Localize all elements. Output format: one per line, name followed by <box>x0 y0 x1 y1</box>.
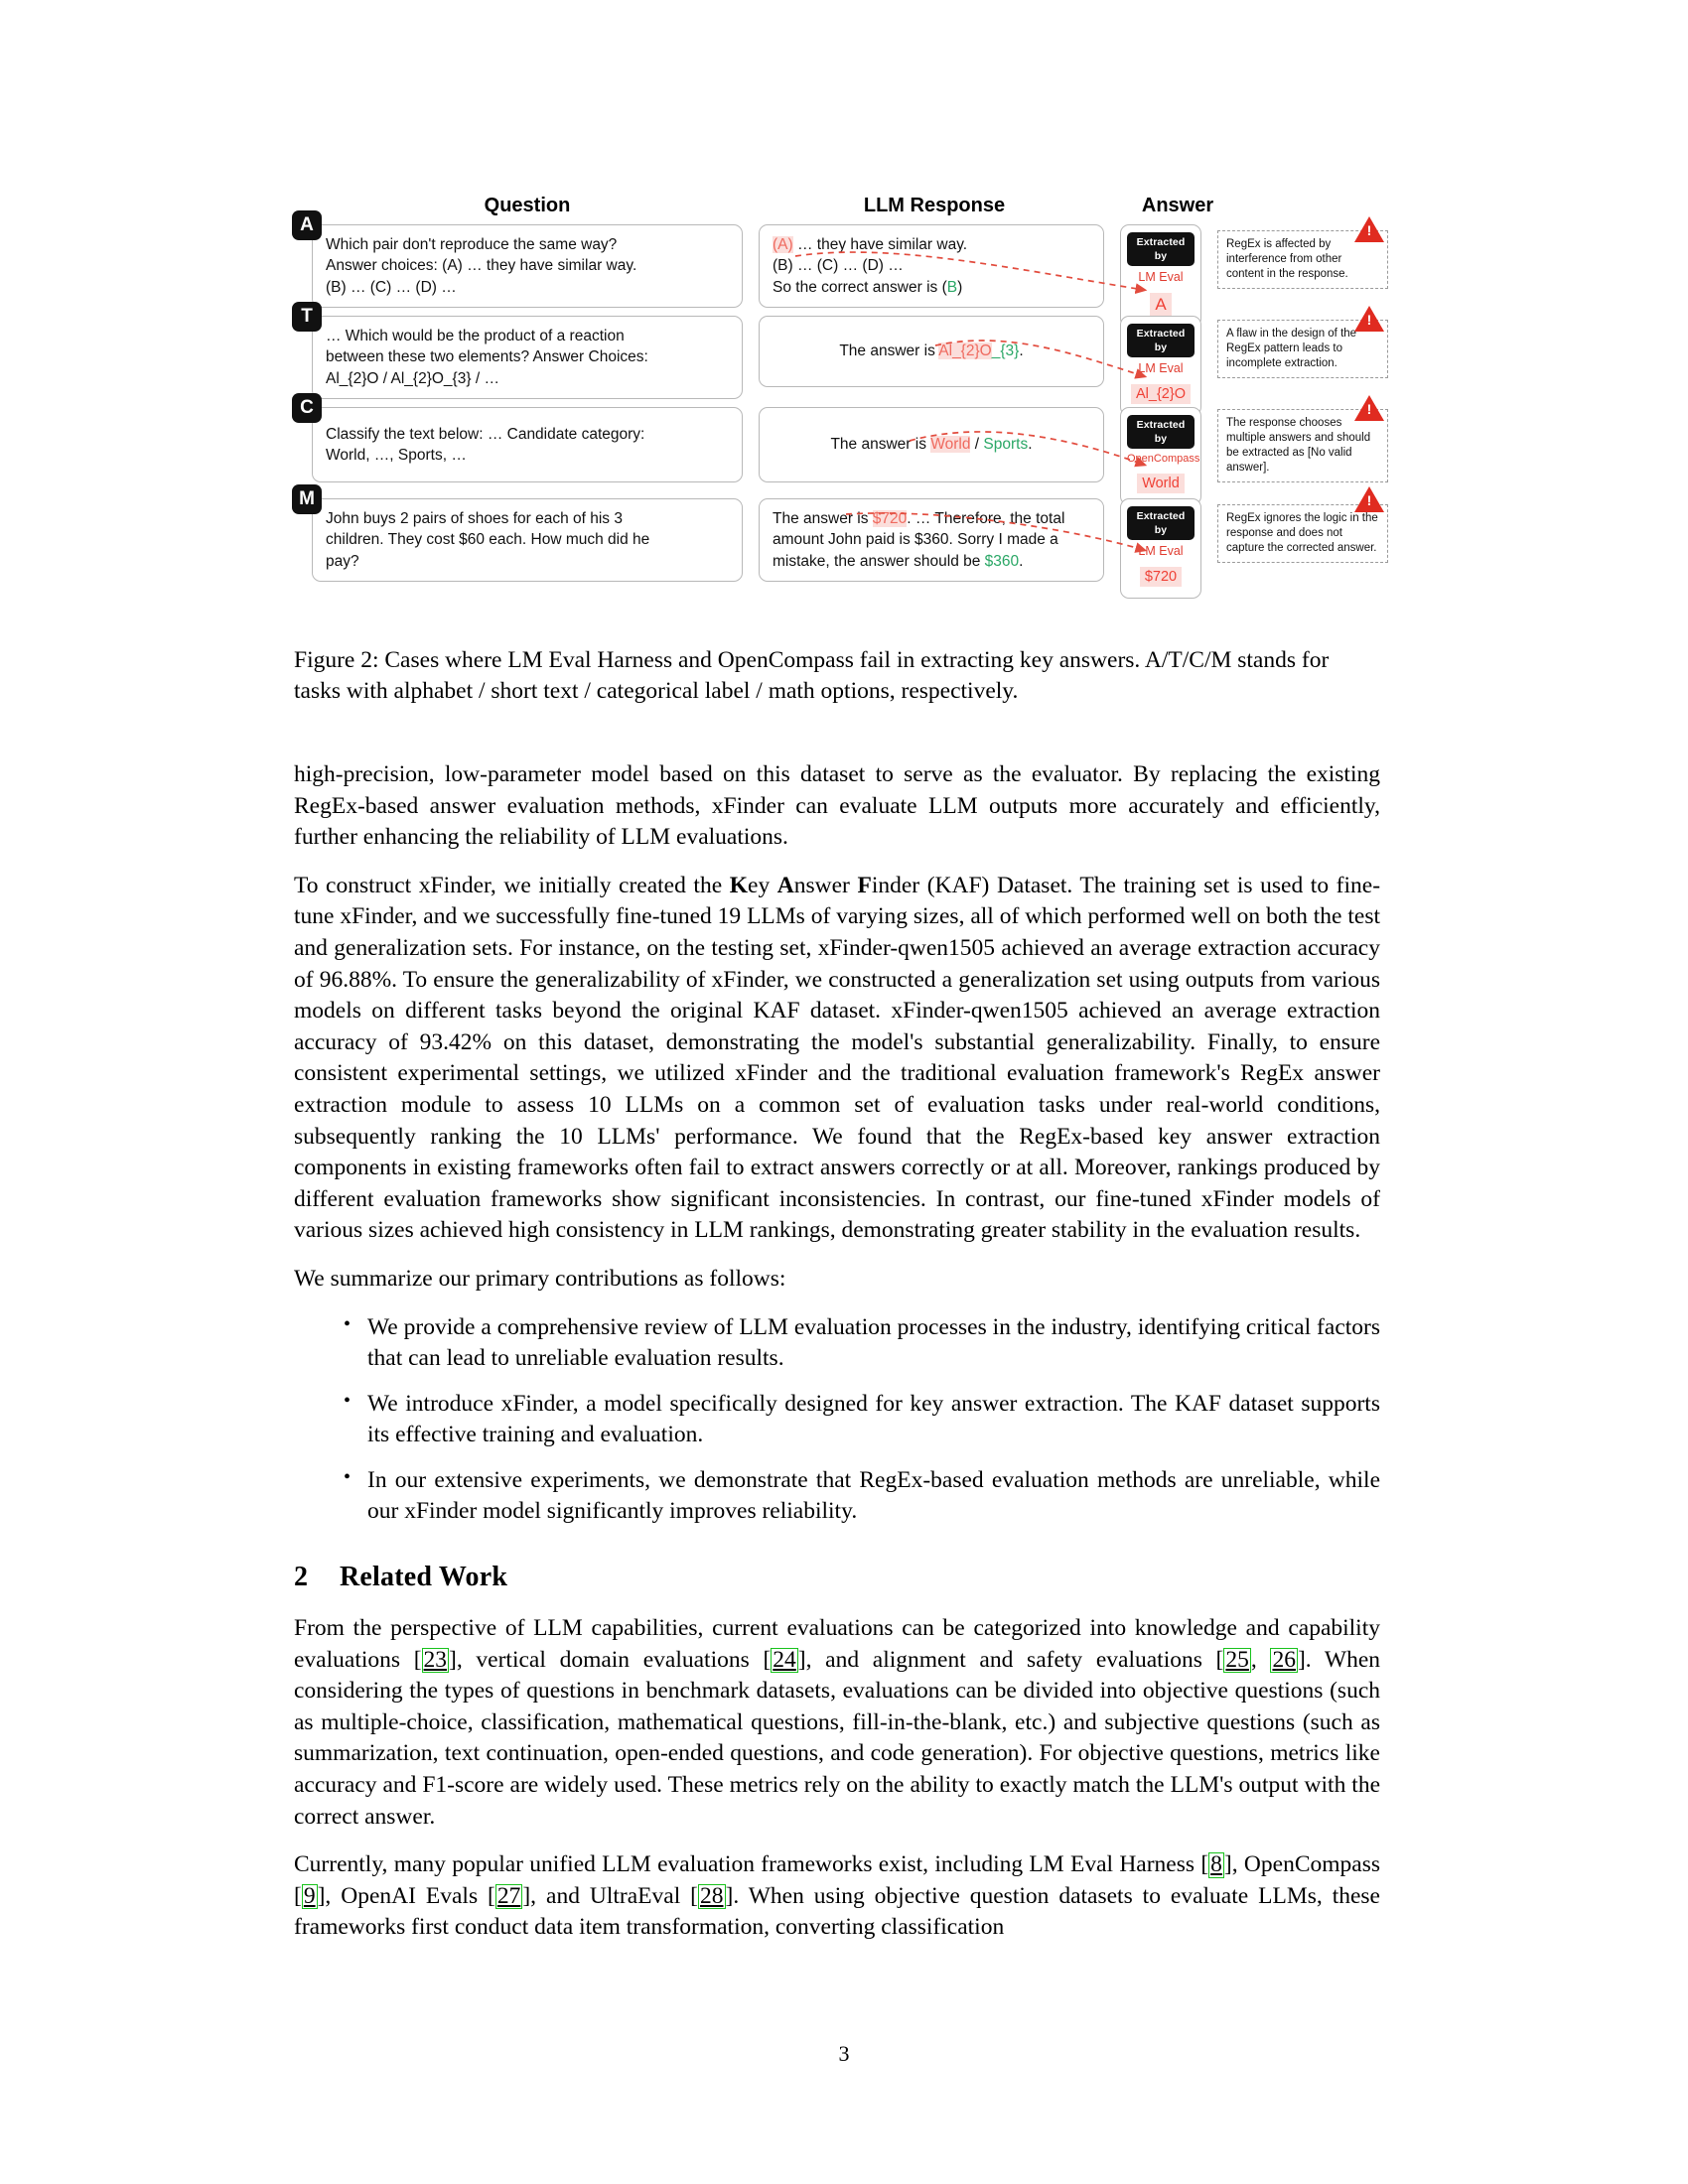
warning-icon <box>1354 486 1384 512</box>
response-text: The answer is <box>830 436 931 454</box>
paragraph-2 <box>294 871 1380 1247</box>
figure-column-headers <box>294 195 1386 224</box>
rw-text: ], vertical domain evaluations [ <box>449 1646 772 1673</box>
question-card-c <box>312 407 743 482</box>
citation-24[interactable]: 24 <box>773 1646 796 1673</box>
row-tag-m: M <box>292 484 322 514</box>
rw-text: ]. When using objective question datasets to evaluate LLMs, these frameworks first conduct data item transformation, converting classification <box>294 1882 1380 1941</box>
kaf-nswer: nswer <box>793 872 858 898</box>
question-card-a <box>312 224 743 308</box>
rw-text: Currently, many popular unified LLM evaluation frameworks exist, including LM Eval Harness [ <box>294 1851 1209 1878</box>
correct-answer-span: $360 <box>984 552 1020 570</box>
list-item: • We introduce xFinder, a model specifically designed for key answer extraction. The KAF dataset supports its effective training and evaluation. <box>367 1389 1380 1451</box>
row-tag-a: A <box>292 210 322 240</box>
question-line: John buys 2 pairs of shoes for each of his 3 <box>326 510 623 527</box>
answer-card-c <box>1120 407 1201 505</box>
question-line: (B) … (C) … (D) … <box>326 278 457 296</box>
response-extracted-span: (A) <box>773 236 793 253</box>
column-header-question: Question <box>484 195 571 216</box>
extracted-by-badge: Extracted by <box>1127 324 1195 357</box>
question-line: Answer choices: (A) … they have similar way. <box>326 257 637 275</box>
response-card-t <box>759 316 1104 387</box>
warning-icon <box>1354 216 1384 242</box>
question-line: … Which would be the product of a reaction <box>326 328 625 344</box>
list-item: • In our extensive experiments, we demonstrate that RegEx-based evaluation methods are unreliable, while our xFinder model significantly improves reliability. <box>367 1465 1380 1528</box>
response-text: . … Therefore, the total amount John paid is $360. Sorry I made a mistake, the answer should be <box>773 510 1065 570</box>
extracted-answer-value: Al_{2}O <box>1131 384 1191 404</box>
p2-text-rest: (KAF) Dataset. The training set is used to fine-tune xFinder, and we successfully fine-tuned 19 LLMs of varying sizes, all of which performed well on both the test and generalization sets. For instance, on the testing set, xFinder-qwen1505 achieved an average extraction accuracy of 96.88%. To ensure the generalizability of xFinder, we constructed a generalization set using outputs from various models on different tasks beyond the original KAF dataset. xFinder-qwen1505 achieved an average extraction accuracy of 93.42% on this dataset, demonstrating the model's substantial generalizability. Finally, to ensure consistent experimental settings, we utilized xFinder and the traditional evaluation framework's RegEx answer extraction module to assess 10 LLMs on a common set of evaluation tasks under real-world conditions, subsequently ranking the 10 LLMs' performance. We found that the RegEx-based key answer extraction components in existing frameworks often fail to extract answers correctly or at all. Moreover, rankings produced by different evaluation frameworks show significant inconsistencies. In contrast, our fine-tuned xFinder models of various sizes achieved high consistency in LLM rankings, demonstrating greater stability in the evaluation results. <box>294 872 1381 1244</box>
annotation-note-a: RegEx is affected by interference from other content in the response. <box>1217 230 1388 289</box>
response-text: . <box>1019 552 1024 570</box>
response-text: / <box>970 436 984 454</box>
question-card-m <box>312 498 743 582</box>
citation-8[interactable]: 8 <box>1210 1851 1222 1878</box>
body-text <box>294 759 1380 1961</box>
response-text: … they have similar way. <box>792 236 968 253</box>
response-extracted-span: World <box>930 436 971 454</box>
paragraph-3: We summarize our primary contributions as follows: <box>294 1265 786 1292</box>
rw-text: ], OpenAI Evals [ <box>317 1882 495 1909</box>
question-line: Al_{2}O / Al_{2}O_{3} / … <box>326 369 499 387</box>
correct-answer-span: Sports <box>983 436 1029 454</box>
question-card-t <box>312 316 743 399</box>
response-text: ) <box>957 278 963 296</box>
rw-text: ], and UltraEval [ <box>522 1882 699 1909</box>
response-line <box>773 508 1090 572</box>
warning-icon <box>1354 395 1384 421</box>
warning-icon <box>1354 306 1384 332</box>
question-line: Classify the text below: … Candidate category: <box>326 425 645 443</box>
answer-card-m <box>1120 498 1201 599</box>
annotation-note-m: RegEx ignores the logic in the response and does not capture the corrected answer. <box>1217 504 1388 563</box>
column-header-llm-response: LLM Response <box>863 195 1006 216</box>
response-line-1 <box>773 234 1090 255</box>
question-line: World, …, Sports, … <box>326 447 467 464</box>
kaf-inder: inder <box>871 872 920 898</box>
citation-23[interactable]: 23 <box>423 1646 448 1673</box>
response-card-a <box>759 224 1104 308</box>
annotation-note-t: A flaw in the design of the RegEx pattern leads to incomplete extraction. <box>1217 320 1388 378</box>
response-line <box>839 341 1023 361</box>
rw-text: From the perspective of LLM capabilities, current evaluations can be categorized into knowledge and capability evaluations [ <box>294 1615 1380 1673</box>
row-tag-c: C <box>292 393 322 423</box>
correct-answer-span: _{3} <box>991 342 1020 360</box>
question-line: children. They cost $60 each. How much did he <box>326 531 650 549</box>
citation-26[interactable]: 26 <box>1272 1646 1296 1673</box>
response-text: The answer is <box>773 510 873 527</box>
extracted-answer-value: World <box>1137 474 1185 493</box>
extracted-by-badge: Extracted by <box>1127 506 1195 540</box>
extractor-name: LM Eval <box>1138 360 1184 375</box>
answer-card-a <box>1120 224 1201 328</box>
correct-answer-span: B <box>946 278 958 296</box>
extracted-answer-value: A <box>1150 293 1171 316</box>
response-text: . <box>1028 436 1033 454</box>
row-tag-t: T <box>292 302 322 332</box>
kaf-a: A <box>776 872 794 898</box>
p2-text: To construct xFinder, we initially created the <box>294 872 730 898</box>
kaf-ey: ey <box>748 872 777 898</box>
rw-text: ], OpenCompass [ <box>294 1851 1380 1909</box>
figure-2 <box>294 195 1386 586</box>
extracted-answer-value: $720 <box>1140 567 1182 587</box>
response-line <box>830 434 1032 455</box>
response-extracted-span: $720 <box>872 510 908 527</box>
figure-caption: Figure 2: Cases where LM Eval Harness and OpenCompass fail in extracting key answers. A/T/C/M stands for tasks with alphabet / short text / categorical label / math options, respectively. <box>294 647 1330 705</box>
column-header-answer: Answer <box>1141 195 1214 216</box>
extracted-by-badge: Extracted by <box>1127 415 1195 449</box>
response-line-3 <box>773 277 1090 298</box>
response-text: So the correct answer is ( <box>773 278 947 296</box>
page-number: 3 <box>838 2041 850 2066</box>
rw-text: , <box>1250 1646 1271 1673</box>
citation-28[interactable]: 28 <box>700 1882 724 1909</box>
answer-card-t <box>1120 316 1201 416</box>
response-line-2: (B) … (C) … (D) … <box>773 257 904 275</box>
citation-9[interactable]: 9 <box>303 1882 316 1909</box>
section-number: 2 <box>294 1562 309 1593</box>
kaf-k: K <box>729 872 749 898</box>
citation-25[interactable]: 25 <box>1225 1646 1249 1673</box>
response-card-c <box>759 407 1104 482</box>
citation-27[interactable]: 27 <box>496 1882 521 1909</box>
question-line: between these two elements? Answer Choices: <box>326 348 648 366</box>
section-heading-related-work <box>294 1562 1380 1593</box>
extracted-by-badge: Extracted by <box>1127 232 1195 266</box>
response-card-m <box>759 498 1104 582</box>
extractor-name: LM Eval <box>1138 269 1184 284</box>
response-extracted-span: Al_{2}O <box>938 342 992 360</box>
question-line: Which pair don't reproduce the same way? <box>326 236 618 253</box>
annotation-note-c: The response chooses multiple answers and should be extracted as [No valid answer]. <box>1217 409 1388 482</box>
response-text: . <box>1019 342 1024 360</box>
contributions-list <box>294 1312 1380 1529</box>
related-work-paragraph-1 <box>294 1613 1380 1833</box>
section-title: Related Work <box>340 1562 508 1593</box>
paragraph-1: high-precision, low-parameter model based on this dataset to serve as the evaluator. By replacing the existing RegEx-based answer evaluation methods, xFinder can evaluate LLM outputs more accurately and efficiently, further enhancing the reliability of LLM evaluations. <box>294 761 1380 851</box>
question-line: pay? <box>326 552 359 570</box>
figure-rows <box>294 214 1386 586</box>
rw-text: ], and alignment and safety evaluations [ <box>797 1646 1224 1673</box>
response-text: The answer is <box>839 342 939 360</box>
kaf-f: F <box>857 872 872 898</box>
extractor-name: LM Eval <box>1138 543 1184 558</box>
rw-text: ]. When considering the types of questions in benchmark datasets, evaluations can be divided into objective questions (such as multiple-choice, classification, mathematical questions, fill-in-the-blank, etc.) and subjective questions (such as summarization, text continuation, open-ended questions, and code generation). For objective questions, metrics like accuracy and F1-score are widely used. These metrics rely on the ability to exactly match the LLM's output with the correct answer. <box>294 1646 1381 1830</box>
related-work-paragraph-2 <box>294 1849 1380 1944</box>
extractor-name: OpenCompass <box>1127 452 1200 465</box>
list-item: • We provide a comprehensive review of LLM evaluation processes in the industry, identifying critical factors that can lead to unreliable evaluation results. <box>367 1312 1380 1375</box>
